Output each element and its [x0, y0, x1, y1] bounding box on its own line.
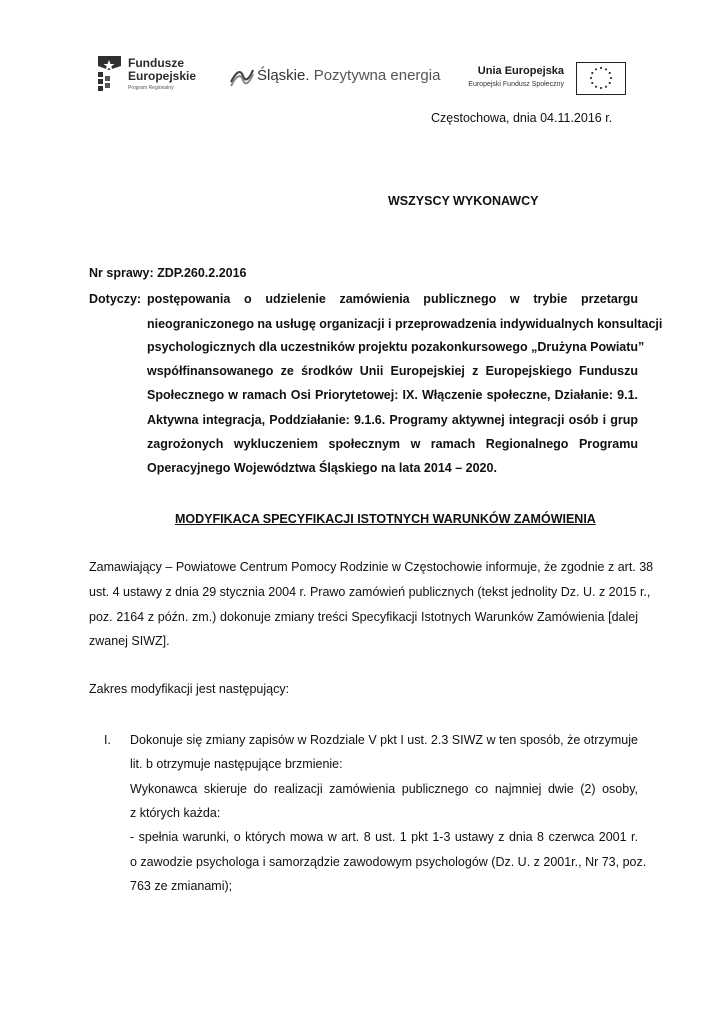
subject-line: współfinansowanego ze środków Unii Europejskiej z Europejskiego Funduszu: [147, 364, 638, 378]
item-line: Wykonawca skieruje do realizacji zamówienia publicznego co najmniej dwie (2) osoby,: [130, 782, 638, 796]
logo-fundusze-europejskie: [95, 54, 205, 100]
subject-label: Dotyczy:: [89, 292, 142, 306]
case-number: Nr sprawy: ZDP.260.2.2016: [89, 266, 247, 280]
subject-line: postępowania o udzielenie zamówienia publicznego w trybie przetargu: [147, 292, 638, 306]
wave-stripes-icon: [229, 66, 255, 88]
logo-fe-line3: Program Regionalny: [128, 85, 174, 91]
item-line: Dokonuje się zmiany zapisów w Rozdziale V pkt I ust. 2.3 SIWZ w ten sposób, że otrzymuje: [130, 733, 638, 747]
subject-line: Aktywna integracja, Poddziałanie: 9.1.6. Programy aktywnej integracji osób i grup: [147, 413, 638, 427]
scope-line: Zakres modyfikacji jest następujący:: [89, 682, 290, 696]
eu-flag-icon: [576, 62, 626, 95]
item-line: 763 ze zmianami);: [130, 879, 233, 893]
subject-line: Operacyjnego Województwa Śląskiego na lata 2014 – 2020.: [147, 461, 497, 475]
item-line: z których każda:: [130, 806, 221, 820]
logo-slaskie-tagline: Pozytywna energia: [313, 67, 441, 84]
subject-line: Społecznego w ramach Osi Priorytetowej: IX. Włączenie społeczne, Działanie: 9.1.: [147, 388, 638, 402]
subject-line: psychologicznych dla uczestników projektu pozakonkursowego „Drużyna Powiatu”: [147, 340, 645, 354]
item-line: - spełnia warunki, o których mowa w art. 8 ust. 1 pkt 1-3 ustawy z dnia 8 czerwca 2001 r.: [130, 830, 638, 844]
intro-line: poz. 2164 z późn. zm.) dokonuje zmiany treści Specyfikacji Istotnych Warunków Zamówienia [dalej: [89, 610, 638, 624]
recipient: WSZYSCY WYKONAWCY: [388, 194, 539, 208]
intro-line: Zamawiający – Powiatowe Centrum Pomocy Rodzinie w Częstochowie informuje, że zgodnie z art. 38: [89, 560, 654, 574]
logo-slaskie-brand: Śląskie.: [257, 67, 310, 84]
item-line: lit. b otrzymuje następujące brzmienie:: [130, 757, 343, 771]
logo-ue-line1: Unia Europejska: [477, 65, 564, 77]
item-line: o zawodzie psychologa i samorządzie zawodowym psychologów (Dz. U. z 2001r., Nr 73, poz.: [130, 855, 647, 869]
logo-fe-line1: Fundusze: [128, 56, 184, 70]
subject-line: nieograniczonego na usługę organizacji i przeprowadzenia indywidualnych konsultacji: [147, 317, 663, 331]
logo-fe-line2: Europejskie: [128, 69, 197, 83]
document-title: MODYFIKACA SPECYFIKACJI ISTOTNYCH WARUNKÓW ZAMÓWIENIA: [175, 512, 596, 526]
star-flag-icon: [95, 54, 125, 98]
logo-unia-europejska: [468, 62, 626, 94]
subject-line: zagrożonych wykluczeniem społecznym w ramach Regionalnego Programu: [147, 437, 638, 451]
intro-line: ust. 4 ustawy z dnia 29 stycznia 2004 r. Prawo zamówień publicznych (tekst jednolity Dz. U. z 2015 r.,: [89, 585, 651, 599]
intro-line: zwanej SIWZ].: [89, 634, 170, 648]
item-number: I.: [104, 733, 111, 747]
logo-slaskie-text: [257, 67, 440, 84]
logo-ue-line2: Europejski Fundusz Społeczny: [468, 81, 564, 88]
letter-date: Częstochowa, dnia 04.11.2016 r.: [431, 111, 613, 125]
